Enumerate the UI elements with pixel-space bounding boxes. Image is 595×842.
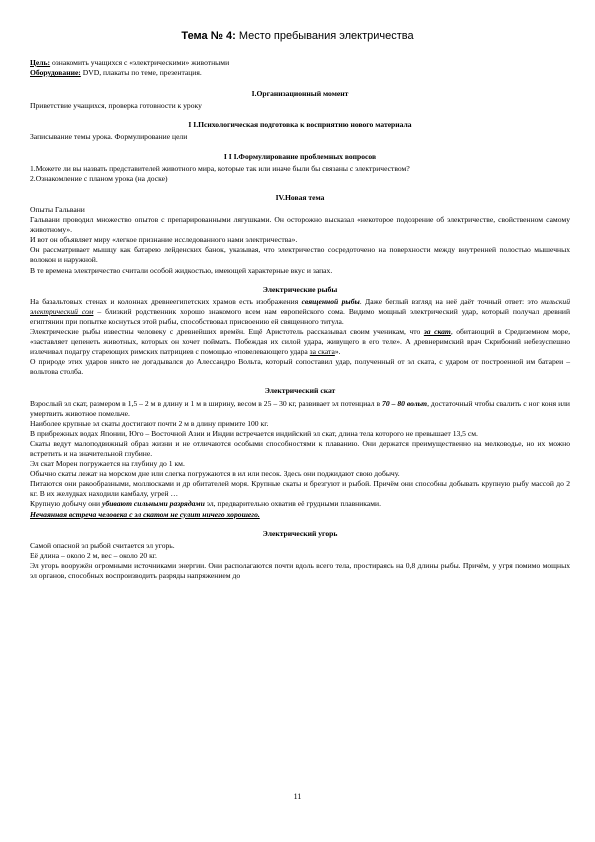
eel-paragraph-2: Её длина – около 2 м, вес – около 20 кг. bbox=[30, 550, 157, 560]
ray-paragraph-5: Эл скат Морен погружается на глубину до 1 км. bbox=[30, 459, 185, 469]
ray-paragraph-7: Питаются они ракообразными, моллюсками и др обитателей моря. Крупные скаты и брезгуют и рыбой. Причём они способны добывать крупную рыбу массой до 2 кг. В их желудках находили камбалу, угрей … bbox=[30, 479, 570, 499]
goal-text: ознакомить учащихся с «электрическими» животными bbox=[50, 58, 230, 67]
ray-paragraph-1 bbox=[30, 399, 570, 419]
ray-paragraph-8 bbox=[30, 499, 570, 509]
section-heading-electric-ray: Электрический скат bbox=[264, 386, 336, 396]
ray-paragraph-6: Обычно скаты лежат на морском дне или слегка погружаются в ил или песок. Здесь они поджидают свою добычу. bbox=[30, 469, 400, 479]
text-run: , обитающий в Средиземном море, «заставляет цепенеть животных, которых он хочет поймать. Побеждая их силой удара, живущего в его теле». А древнеримский врач Скрибоний небезуспешно излечивал подагру стареющих римских патрициев с помощью «повелевающего удара bbox=[30, 326, 570, 357]
eel-paragraph-1: Самой опасной эл рыбой считается эл угорь. bbox=[30, 540, 175, 550]
text-run: ». bbox=[334, 347, 341, 357]
galvani-paragraph-1: Гальвани проводил множество опытов с препарированными лягушками. Он осторожно высказал «некоторое подозрение об электричестве, свойственном самому животному». bbox=[30, 215, 570, 235]
subheading-galvani: Опыты Гальвани bbox=[30, 204, 85, 214]
ray-paragraph-9: Нечаянная встреча человека с эл скатом не сулит ничего хорошего. bbox=[30, 509, 260, 519]
eel-paragraph-3: Эл угорь вооружён огромными источниками энергии. Они располагаются почти вдоль всего тела, простираясь на 0,8 длины рыбы. Причём, у угря помимо мощных эл органов, способных воспроизводить разряды напряжением до bbox=[30, 560, 570, 581]
text-run: Электрические рыбы известны человеку с древнейших времён. Ещё Аристотель рассказывал своим ученикам, что bbox=[30, 326, 424, 336]
galvani-paragraph-3: Он рассматривает мышцу как батарею лейденских банок, указывая, что электричество сосредоточено на поверхности между внутренней полостью мышечных волокон и наружной. bbox=[30, 245, 570, 265]
emphasis-electric-catfish: электрический сом bbox=[30, 306, 94, 316]
fish-paragraph-2 bbox=[30, 327, 570, 357]
galvani-paragraph-2: И вот он объявляет миру «легкое признание исследованного нами электричества». bbox=[30, 235, 298, 245]
goal-line bbox=[30, 58, 570, 68]
section-heading-problem-questions: I I I.Формулирование проблемных вопросов bbox=[223, 151, 377, 161]
equipment-label: Оборудование: bbox=[30, 68, 81, 78]
question-1: 1.Можете ли вы назвать представителей животного мира, которые так или иначе были бы связаны с электричеством? bbox=[30, 163, 410, 173]
text-run: Взрослый эл скат, размером в 1,5 – 2 м в длину и 1 м в ширину, весом в 25 – 30 кг, развивает эл потенциал в bbox=[30, 398, 383, 408]
emphasis-sacred-fish: священной рыбы bbox=[301, 296, 360, 306]
text-run: Крупную добычу они bbox=[30, 499, 103, 509]
section-text-psychological: Записывание темы урока. Формулирование цели bbox=[30, 132, 188, 142]
page-number: 11 bbox=[293, 792, 302, 801]
section-heading-new-topic: IV.Новая тема bbox=[275, 192, 325, 202]
fish-paragraph-1 bbox=[30, 297, 570, 327]
text-run: На базальтовых стенах и колоннах древнеегипетских храмов есть изображения bbox=[30, 296, 302, 306]
text-run: . Даже беглый взгляд на неё даёт точный ответ: это bbox=[359, 296, 542, 306]
section-heading-organizational: I.Организационный момент bbox=[251, 89, 349, 99]
title-topic-number: Тема № 4: bbox=[181, 30, 236, 42]
page-title bbox=[0, 30, 595, 43]
text-run: – близкий родственник хорошо знакомого всем нам европейского сома. Видимо мощный электрический удар, который получал древний египтянин при попытке коснуться этой рыбы, способствовал присвоению ей священного титула. bbox=[30, 306, 571, 326]
text-run: эл, предварительно охватив её грудными плавниками. bbox=[204, 499, 381, 509]
emphasis-nile: нильский bbox=[541, 296, 570, 306]
fish-paragraph-3: О природе этих ударов никто не догадывался до Алессандро Вольта, который сопоставил удар, полученный от эл ската, с ударом от построенной им батареи – вольтова столба. bbox=[30, 357, 570, 377]
section-heading-electric-eel: Электрический угорь bbox=[262, 528, 338, 538]
equipment-text: DVD, плакаты по теме, презентация. bbox=[80, 68, 202, 78]
title-topic-name: Место пребывания электричества bbox=[235, 30, 414, 42]
ray-paragraph-4: Скаты ведут малоподвижный образ жизни и не отличаются особыми способностями к плаванию. Они держатся преимущественно на мелководье, но их можно встретить и на значительной глубине. bbox=[30, 438, 570, 458]
text-run: , достаточный чтобы свалить с ног коня или умертвить животное помельче. bbox=[30, 398, 570, 418]
emphasis-voltage: 70 – 80 вольт bbox=[382, 398, 428, 408]
ray-paragraph-3: В прибрежных водах Японии, Юго – Восточной Азии и Индии встречается индийский эл скат, длина тела которого не превышает 13,5 см. bbox=[30, 428, 478, 438]
emphasis-electric-ray-2: за ската bbox=[309, 347, 335, 357]
emphasis-kill-discharges: убивают сильными разрядами bbox=[102, 499, 205, 509]
equipment-line bbox=[30, 68, 570, 78]
section-heading-psychological: I I.Психологическая подготовка к восприятию нового материала bbox=[188, 120, 412, 130]
section-heading-electric-fish: Электрические рыбы bbox=[262, 284, 338, 294]
section-text-organizational: Приветствие учащихся, проверка готовности к уроку bbox=[30, 101, 202, 111]
goal-label: Цель: bbox=[30, 58, 51, 67]
galvani-paragraph-4: В те времена электричество считали особой жидкостью, имеющей характерные вкус и запах. bbox=[30, 265, 333, 275]
ray-paragraph-2: Наиболее крупные эл скаты достигают почти 2 м в длину примите 100 кг. bbox=[30, 418, 269, 428]
emphasis-electric-ray: за скат bbox=[423, 326, 451, 336]
document-body bbox=[30, 58, 570, 581]
question-2: 2.Ознакомление с планом урока (на доске) bbox=[30, 173, 168, 183]
